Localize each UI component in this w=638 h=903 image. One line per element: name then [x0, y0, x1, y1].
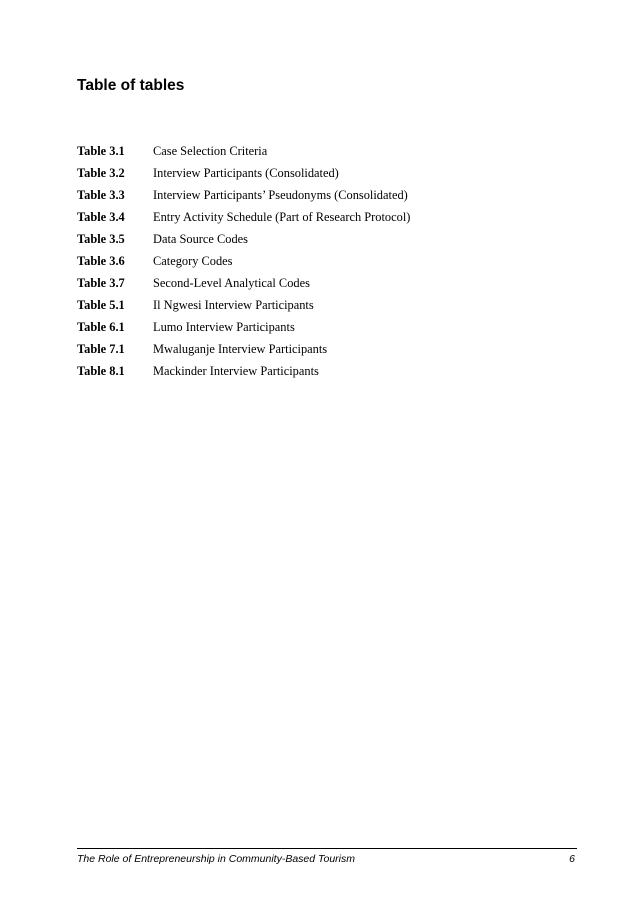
list-item [77, 360, 577, 382]
table-caption: Category Codes [153, 253, 233, 268]
list-item [77, 162, 577, 184]
table-caption: Second-Level Analytical Codes [153, 275, 310, 290]
table-number: Table 3.3 [77, 187, 125, 202]
table-number: Table 3.7 [77, 275, 125, 290]
footer-running-title: The Role of Entrepreneurship in Community-Based Tourism [77, 853, 355, 865]
list-item [77, 338, 577, 360]
footer-page-number: 6 [569, 853, 575, 865]
list-item [77, 140, 577, 162]
list-item [77, 206, 577, 228]
table-caption: Mwaluganje Interview Participants [153, 341, 328, 356]
table-caption: Lumo Interview Participants [153, 319, 295, 334]
table-number: Table 3.4 [77, 209, 125, 224]
table-of-tables-list [77, 140, 577, 382]
list-item [77, 316, 577, 338]
page-footer [77, 852, 577, 866]
footer-divider [77, 848, 577, 849]
table-caption: Entry Activity Schedule (Part of Research Protocol) [153, 209, 411, 224]
table-caption: Il Ngwesi Interview Participants [153, 297, 314, 312]
table-caption: Interview Participants (Consolidated) [153, 165, 339, 180]
table-number: Table 8.1 [77, 363, 125, 378]
table-number: Table 3.5 [77, 231, 125, 246]
table-caption: Mackinder Interview Participants [153, 363, 319, 378]
list-item [77, 294, 577, 316]
table-number: Table 3.2 [77, 165, 125, 180]
list-item [77, 272, 577, 294]
table-number: Table 5.1 [77, 297, 125, 312]
list-item [77, 250, 577, 272]
table-caption: Case Selection Criteria [153, 143, 268, 158]
table-caption: Interview Participants’ Pseudonyms (Consolidated) [153, 187, 408, 202]
table-number: Table 7.1 [77, 341, 125, 356]
page-title: Table of tables [77, 77, 185, 94]
table-number: Table 3.6 [77, 253, 125, 268]
list-item [77, 228, 577, 250]
list-item [77, 184, 577, 206]
table-number: Table 3.1 [77, 143, 125, 158]
table-caption: Data Source Codes [153, 231, 248, 246]
table-number: Table 6.1 [77, 319, 125, 334]
